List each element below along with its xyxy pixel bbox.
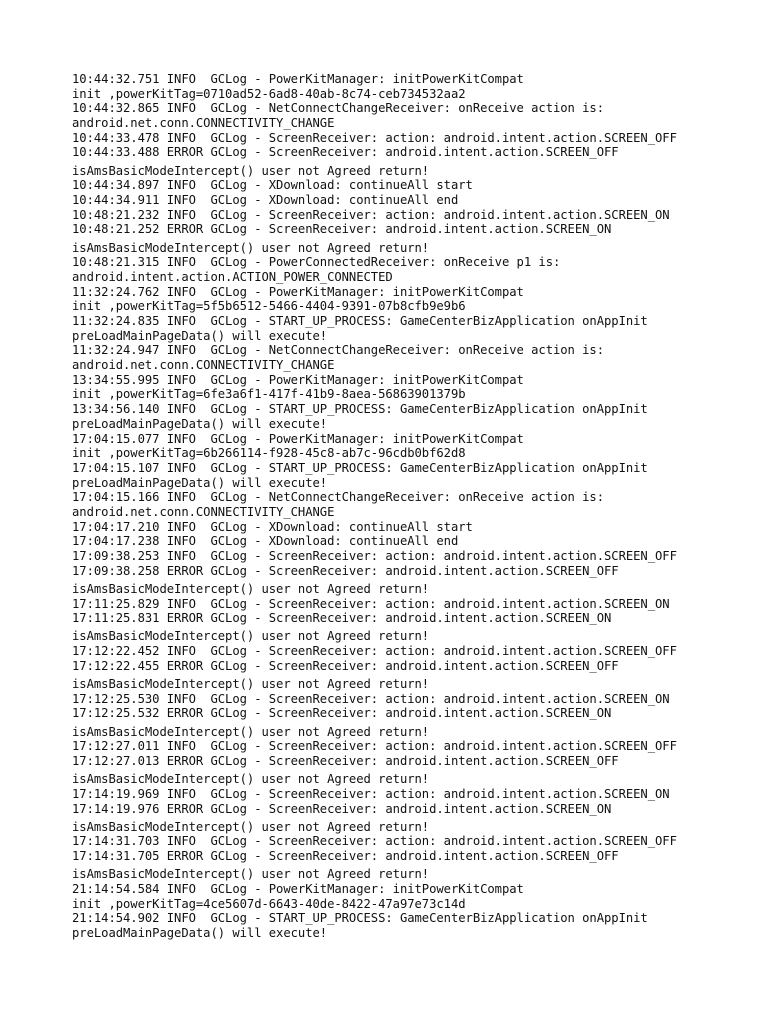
log-line: 17:14:19.969 INFO GCLog - ScreenReceiver: action: android.intent.action.SCREEN_ON xyxy=(72,786,670,801)
log-line: preLoadMainPageData() will execute! xyxy=(72,475,328,490)
log-line: preLoadMainPageData() will execute! xyxy=(72,416,328,431)
log-line: preLoadMainPageData() will execute! xyxy=(72,926,328,940)
log-line: 10:48:21.252 ERROR GCLog - ScreenReceiver: android.intent.action.SCREEN_ON xyxy=(72,222,612,237)
log-line: 17:04:15.107 INFO GCLog - START_UP_PROCESS: GameCenterBizApplication onAppInit xyxy=(72,460,648,475)
log-line: 13:34:56.140 INFO GCLog - START_UP_PROCESS: GameCenterBizApplication onAppInit xyxy=(72,402,648,417)
log-line: isAmsBasicModeIntercept() user not Agreed return! xyxy=(72,819,430,834)
log-line: 17:12:22.455 ERROR GCLog - ScreenReceiver: android.intent.action.SCREEN_OFF xyxy=(72,658,619,673)
log-line: init ,powerKitTag=0710ad52-6ad8-40ab-8c74-ceb734532aa2 xyxy=(72,86,466,101)
log-line: 10:44:32.865 INFO GCLog - NetConnectChangeReceiver: onReceive action is: xyxy=(72,101,604,116)
log-line: isAmsBasicModeIntercept() user not Agreed return! xyxy=(72,240,430,255)
log-line: 10:48:21.232 INFO GCLog - ScreenReceiver: action: android.intent.action.SCREEN_ON xyxy=(72,207,670,222)
log-line: 17:12:25.532 ERROR GCLog - ScreenReceiver: android.intent.action.SCREEN_ON xyxy=(72,706,612,721)
log-line: 10:48:21.315 INFO GCLog - PowerConnectedReceiver: onReceive p1 is: xyxy=(72,255,561,270)
log-line: 17:12:25.530 INFO GCLog - ScreenReceiver: action: android.intent.action.SCREEN_ON xyxy=(72,691,670,706)
log-line: 17:11:25.829 INFO GCLog - ScreenReceiver: action: android.intent.action.SCREEN_ON xyxy=(72,596,670,611)
log-line: 10:44:32.751 INFO GCLog - PowerKitManager: initPowerKitCompat xyxy=(72,72,524,86)
log-line: 17:12:27.011 INFO GCLog - ScreenReceiver: action: android.intent.action.SCREEN_OFF xyxy=(72,739,677,754)
log-line: 17:04:17.238 INFO GCLog - XDownload: continueAll end xyxy=(72,534,459,549)
log-line: 17:14:31.705 ERROR GCLog - ScreenReceiver: android.intent.action.SCREEN_OFF xyxy=(72,849,619,864)
log-line: android.net.conn.CONNECTIVITY_CHANGE xyxy=(72,504,335,519)
log-line: isAmsBasicModeIntercept() user not Agreed return! xyxy=(72,867,430,882)
log-text-block xyxy=(72,72,732,941)
log-line: isAmsBasicModeIntercept() user not Agreed return! xyxy=(72,581,430,596)
log-line: isAmsBasicModeIntercept() user not Agreed return! xyxy=(72,629,430,644)
log-line: 17:12:22.452 INFO GCLog - ScreenReceiver: action: android.intent.action.SCREEN_OFF xyxy=(72,644,677,659)
log-line: 17:04:17.210 INFO GCLog - XDownload: continueAll start xyxy=(72,519,473,534)
log-line: 11:32:24.762 INFO GCLog - PowerKitManager: initPowerKitCompat xyxy=(72,284,524,299)
log-line: 21:14:54.902 INFO GCLog - START_UP_PROCESS: GameCenterBizApplication onAppInit xyxy=(72,911,648,926)
log-line: 10:44:34.911 INFO GCLog - XDownload: continueAll end xyxy=(72,193,459,207)
log-line: isAmsBasicModeIntercept() user not Agreed return! xyxy=(72,724,430,739)
log-line: 17:09:38.258 ERROR GCLog - ScreenReceiver: android.intent.action.SCREEN_OFF xyxy=(72,563,619,578)
log-line: 17:04:15.077 INFO GCLog - PowerKitManager: initPowerKitCompat xyxy=(72,431,524,446)
log-line: 17:11:25.831 ERROR GCLog - ScreenReceiver: android.intent.action.SCREEN_ON xyxy=(72,611,612,626)
log-line: 17:12:27.013 ERROR GCLog - ScreenReceiver: android.intent.action.SCREEN_OFF xyxy=(72,753,619,768)
log-line: 10:44:33.478 INFO GCLog - ScreenReceiver: action: android.intent.action.SCREEN_OFF xyxy=(72,130,677,145)
log-line: isAmsBasicModeIntercept() user not Agreed return! xyxy=(72,163,430,178)
log-line: 21:14:54.584 INFO GCLog - PowerKitManager: initPowerKitCompat xyxy=(72,881,524,896)
log-line: 11:32:24.947 INFO GCLog - NetConnectChangeReceiver: onReceive action is: xyxy=(72,343,604,358)
log-line: 13:34:55.995 INFO GCLog - PowerKitManager: initPowerKitCompat xyxy=(72,372,524,387)
log-line: init ,powerKitTag=4ce5607d-6643-40de-8422-47a97e73c14d xyxy=(72,896,466,911)
log-line: 11:32:24.835 INFO GCLog - START_UP_PROCESS: GameCenterBizApplication onAppInit xyxy=(72,314,648,328)
log-line: 17:09:38.253 INFO GCLog - ScreenReceiver: action: android.intent.action.SCREEN_OFF xyxy=(72,549,677,563)
log-line: android.intent.action.ACTION_POWER_CONNECTED xyxy=(72,269,393,284)
log-line: 17:14:19.976 ERROR GCLog - ScreenReceiver: android.intent.action.SCREEN_ON xyxy=(72,801,612,816)
log-line: init ,powerKitTag=5f5b6512-5466-4404-9391-07b8cfb9e9b6 xyxy=(72,299,466,314)
log-line: preLoadMainPageData() will execute! xyxy=(72,328,328,343)
log-line: 17:04:15.166 INFO GCLog - NetConnectChangeReceiver: onReceive action is: xyxy=(72,490,604,505)
log-line: isAmsBasicModeIntercept() user not Agreed return! xyxy=(72,677,430,691)
log-line: 10:44:34.897 INFO GCLog - XDownload: continueAll start xyxy=(72,178,473,193)
log-line: 17:14:31.703 INFO GCLog - ScreenReceiver: action: android.intent.action.SCREEN_OFF xyxy=(72,834,677,849)
log-line: init ,powerKitTag=6fe3a6f1-417f-41b9-8aea-56863901379b xyxy=(72,387,466,402)
log-line: 10:44:33.488 ERROR GCLog - ScreenReceiver: android.intent.action.SCREEN_OFF xyxy=(72,145,619,160)
log-line: android.net.conn.CONNECTIVITY_CHANGE xyxy=(72,116,335,131)
log-line: android.net.conn.CONNECTIVITY_CHANGE xyxy=(72,358,335,373)
log-line: isAmsBasicModeIntercept() user not Agreed return! xyxy=(72,772,430,787)
log-line: init ,powerKitTag=6b266114-f928-45c8-ab7c-96cdb0bf62d8 xyxy=(72,446,466,461)
